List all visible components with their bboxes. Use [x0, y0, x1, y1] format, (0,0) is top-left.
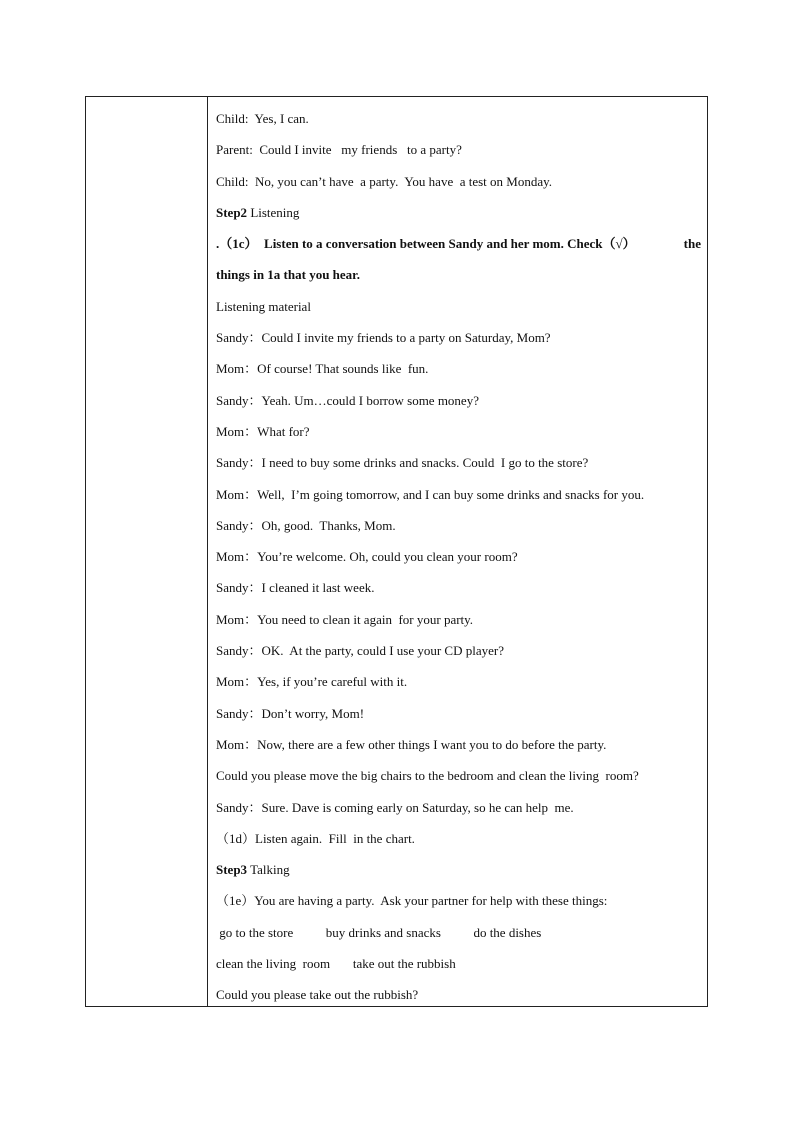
- dialogue-line-mom-6: Mom：Yes, if you’re careful with it.: [216, 674, 408, 690]
- dialogue-line-mom-7: Mom：Now, there are a few other things I want you to do before the party.: [216, 736, 607, 752]
- step2-heading: [216, 197, 701, 228]
- dialogue-line-child-2: Child: No, you can’t have a party. You have a test on Monday.: [216, 173, 553, 189]
- dialogue-line-mom-7-continued: Could you please move the big chairs to the bedroom and clean the living room?: [216, 768, 639, 784]
- dialogue-line-sandy-7: Sandy：Don’t worry, Mom!: [216, 705, 365, 721]
- example-question: Could you please take out the rubbish?: [216, 987, 419, 1003]
- step2-label: Step2: [216, 204, 248, 220]
- lesson-content: [216, 103, 701, 1011]
- lesson-table: [85, 96, 708, 1007]
- task-list-row-2: clean the living room take out the rubbish: [216, 956, 456, 972]
- instruction-1c-continued: things in 1a that you hear.: [216, 267, 360, 283]
- task-list-row-1: go to the store buy drinks and snacks do the dishes: [216, 924, 542, 940]
- step3-label: Step3: [216, 862, 248, 878]
- dialogue-line-mom-5: Mom：You need to clean it again for your party.: [216, 611, 474, 627]
- dialogue-line-parent: Parent: Could I invite my friends to a party?: [216, 142, 462, 158]
- step3-title: Talking: [247, 862, 290, 878]
- dialogue-line-sandy-5: Sandy：I cleaned it last week.: [216, 580, 375, 596]
- dialogue-line-mom-4: Mom：You’re welcome. Oh, could you clean your room?: [216, 549, 518, 565]
- step3-heading: [216, 854, 701, 885]
- instruction-1e: （1e）You are having a party. Ask your partner for help with these things:: [216, 893, 608, 909]
- column-divider: [207, 97, 208, 1006]
- instruction-1c-text: .（1c） Listen to a conversation between Sandy and her mom. Check（√）: [216, 236, 636, 252]
- dialogue-line-sandy-4: Sandy：Oh, good. Thanks, Mom.: [216, 517, 396, 533]
- dialogue-line-mom-1: Mom：Of course! That sounds like fun.: [216, 361, 429, 377]
- left-column-cell: [86, 97, 207, 1006]
- dialogue-line-mom-2: Mom：What for?: [216, 423, 310, 439]
- instruction-1d: （1d）Listen again. Fill in the chart.: [216, 830, 415, 846]
- dialogue-line-sandy-8: Sandy：Sure. Dave is coming early on Saturday, so he can help me.: [216, 799, 574, 815]
- dialogue-line-sandy-6: Sandy：OK. At the party, could I use your CD player?: [216, 643, 504, 659]
- step2-title: Listening: [247, 204, 300, 220]
- dialogue-line-mom-3: Mom：Well, I’m going tomorrow, and I can buy some drinks and snacks for you.: [216, 486, 645, 502]
- dialogue-line-sandy-1: Sandy：Could I invite my friends to a party on Saturday, Mom?: [216, 330, 551, 346]
- instruction-1c: [216, 228, 701, 259]
- dialogue-line-child-1: Child: Yes, I can.: [216, 111, 309, 126]
- listening-material-label: Listening material: [216, 298, 311, 314]
- instruction-1c-end: the: [683, 236, 701, 252]
- dialogue-line-sandy-2: Sandy：Yeah. Um…could I borrow some money?: [216, 392, 479, 408]
- dialogue-line-sandy-3: Sandy：I need to buy some drinks and snacks. Could I go to the store?: [216, 455, 589, 471]
